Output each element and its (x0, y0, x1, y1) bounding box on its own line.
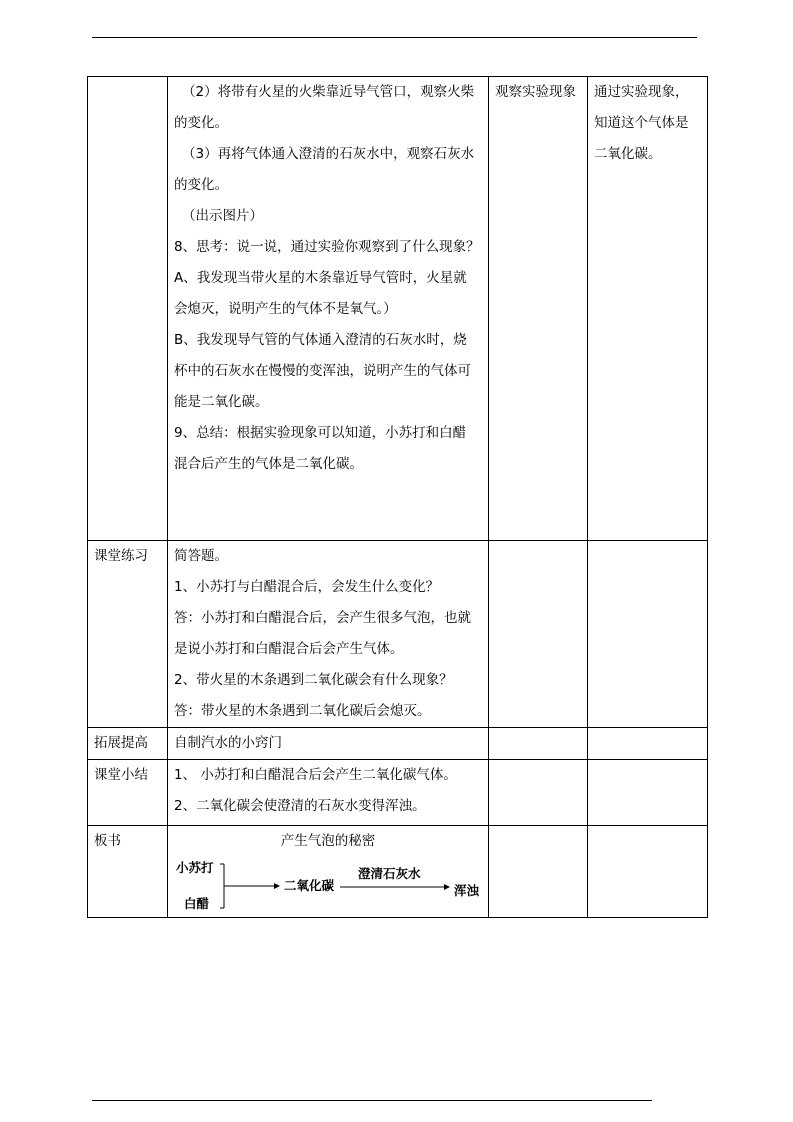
board-diagram (172, 858, 482, 914)
table-row (88, 728, 708, 760)
empty-cell (588, 541, 708, 728)
content-line: 能是二氧化碳。 (174, 394, 269, 410)
extension-cell (168, 728, 489, 760)
content-line: 是说小苏打和白醋混合后会产生气体。 (174, 641, 404, 657)
content-line: 的变化。 (174, 115, 228, 131)
design-intent-cell (588, 77, 708, 541)
content-line: 答：带火星的木条遇到二氧化碳后会熄灭。 (174, 703, 431, 719)
row-label-extension: 拓展提高 (88, 728, 168, 760)
content-line: 8、思考：说一说，通过实验你观察到了什么现象？ (174, 239, 480, 255)
empty-cell (489, 760, 588, 826)
content-line: 2、二氧化碳会使澄清的石灰水变得浑浊。 (174, 798, 426, 814)
content-line: 简答题。 (174, 548, 228, 564)
student-activity-cell (489, 77, 588, 541)
table-row (88, 541, 708, 728)
student-activity-text: 观察实验现象 (495, 84, 576, 100)
table-row (88, 826, 708, 918)
table-row (88, 760, 708, 826)
empty-cell (489, 826, 588, 918)
intent-line: 二氧化碳。 (594, 146, 662, 162)
diagram-input-a: 小苏打 (176, 860, 214, 875)
content-line: （出示图片） (182, 208, 263, 224)
content-line: B、我发现导气管的气体通入澄清的石灰水时，烧 (174, 332, 467, 348)
experiment-steps-cell (168, 77, 489, 541)
row-label-practice: 课堂练习 (88, 541, 168, 728)
intent-line: 知道这个气体是 (594, 115, 689, 131)
content-line: A、我发现当带火星的木条靠近导气管时，火星就 (174, 270, 467, 286)
summary-cell (168, 760, 489, 826)
content-line: 自制汽水的小窍门 (174, 735, 282, 751)
empty-cell (588, 826, 708, 918)
empty-cell (588, 760, 708, 826)
board-cell (168, 826, 489, 918)
row-label-empty (88, 77, 168, 541)
diagram-product: 二氧化碳 (284, 878, 335, 893)
intent-line: 通过实验现象， (594, 84, 689, 100)
content-line: 1、小苏打与白醋混合后，会发生什么变化？ (174, 579, 440, 595)
content-line: 会熄灭，说明产生的气体不是氧气。） (174, 301, 397, 317)
board-title: 产生气泡的秘密 (280, 833, 376, 849)
diagram-reagent: 澄清石灰水 (358, 866, 421, 881)
content-line: 1、 小苏打和白醋混合后会产生二氧化碳气体。 (174, 767, 457, 783)
row-label-summary: 课堂小结 (88, 760, 168, 826)
content-line: 2、带火星的木条遇到二氧化碳会有什么现象？ (174, 672, 453, 688)
content-line: 混合后产生的气体是二氧化碳。 (174, 456, 363, 472)
diagram-result: 浑浊 (454, 883, 480, 898)
empty-cell (588, 728, 708, 760)
header-rule (92, 37, 697, 38)
content-line: 的变化。 (174, 177, 228, 193)
arrowhead-icon (274, 883, 280, 889)
content-line: 9、总结：根据实验现象可以知道，小苏打和白醋 (174, 425, 467, 441)
practice-cell (168, 541, 489, 728)
lesson-plan-table (87, 76, 708, 918)
row-label-board: 板书 (88, 826, 168, 918)
empty-cell (489, 541, 588, 728)
arrowhead-icon (444, 884, 450, 890)
table-row (88, 77, 708, 541)
empty-cell (489, 728, 588, 760)
content-line: 答：小苏打和白醋混合后，会产生很多气泡，也就 (174, 610, 471, 626)
content-line: （3）再将气体通入澄清的石灰水中，观察石灰水 (182, 146, 475, 162)
content-line: 杯中的石灰水在慢慢的变浑浊，说明产生的气体可 (174, 363, 471, 379)
footer-rule (92, 1100, 652, 1101)
diagram-input-b: 白醋 (184, 896, 210, 911)
content-line: （2）将带有火星的火柴靠近导气管口，观察火柴 (182, 84, 475, 100)
